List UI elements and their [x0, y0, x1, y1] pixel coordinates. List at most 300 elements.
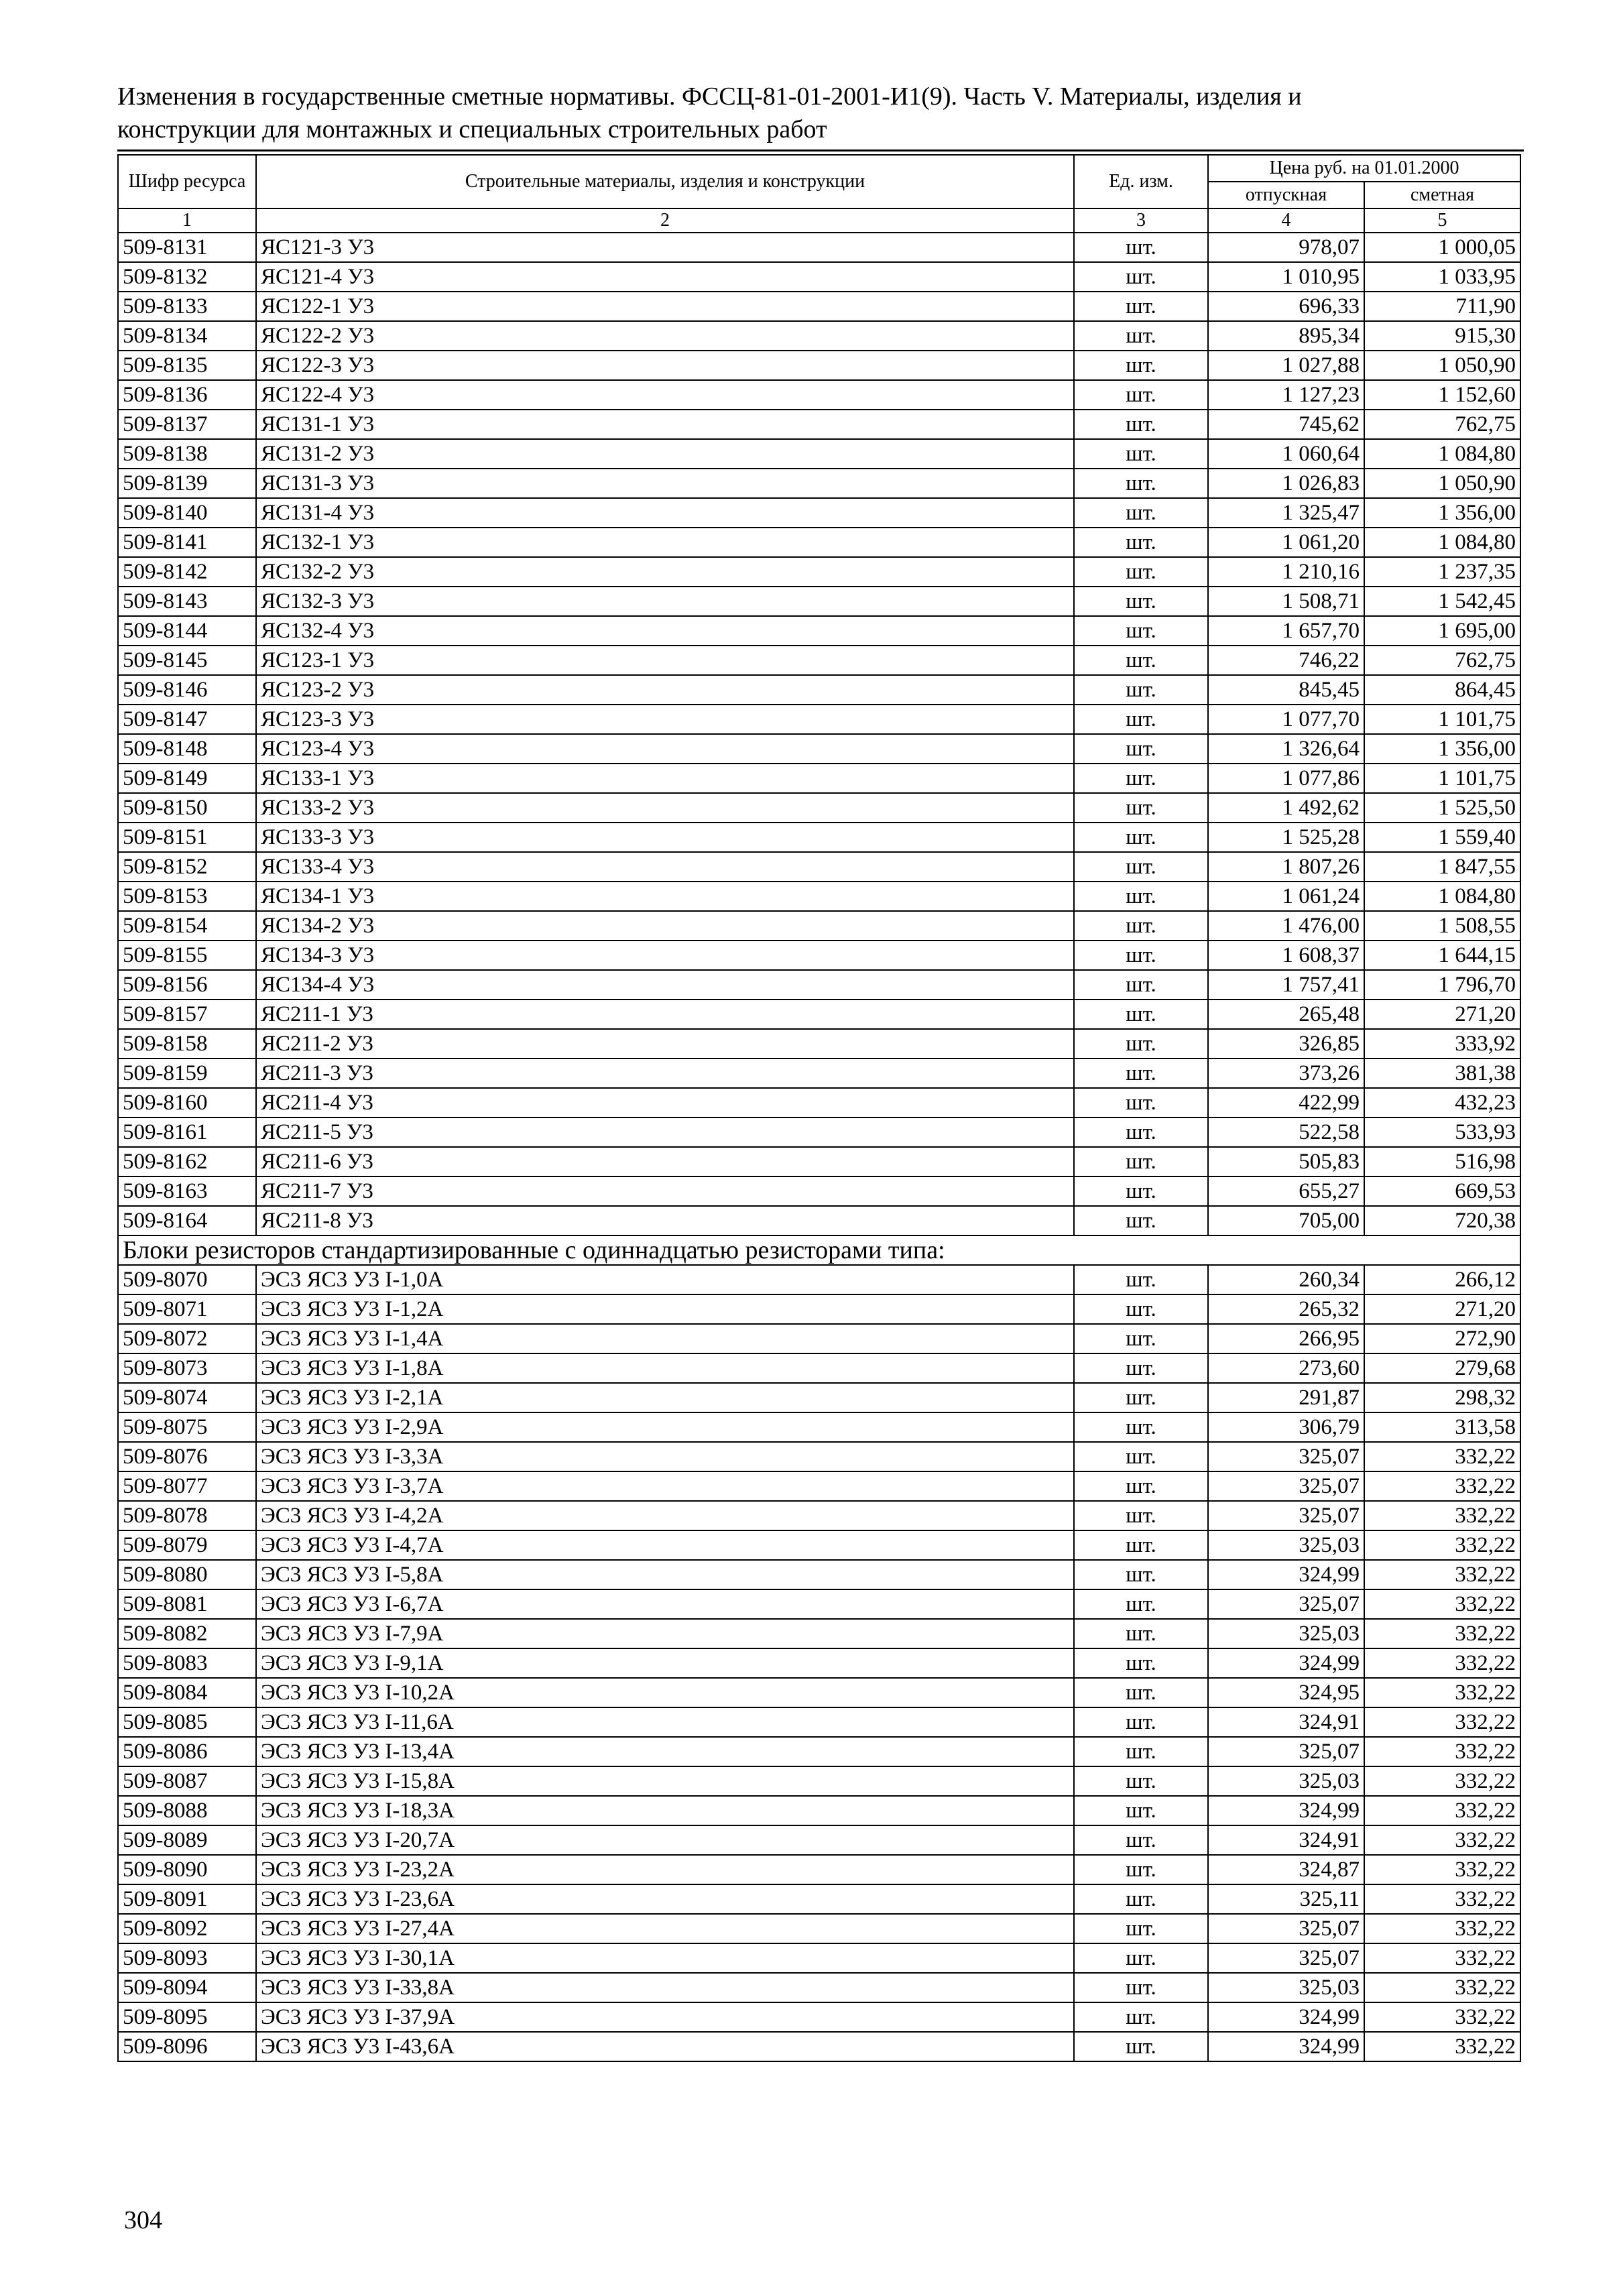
unit-cell: шт. — [1074, 469, 1208, 498]
unit-cell: шт. — [1074, 1796, 1208, 1825]
unit-cell: шт. — [1074, 1294, 1208, 1324]
material-name-cell: ЯС132-4 У3 — [256, 616, 1074, 646]
unit-cell: шт. — [1074, 616, 1208, 646]
estimate-price-cell: 533,93 — [1364, 1117, 1520, 1147]
material-name-cell: ЯС134-4 У3 — [256, 970, 1074, 1000]
unit-cell: шт. — [1074, 1530, 1208, 1560]
material-name-cell: ЯС121-4 У3 — [256, 262, 1074, 292]
resource-code-cell: 509-8156 — [118, 970, 256, 1000]
unit-cell: шт. — [1074, 1589, 1208, 1619]
unit-cell: шт. — [1074, 1648, 1208, 1678]
unit-cell: шт. — [1074, 1678, 1208, 1707]
table-row — [118, 675, 1520, 705]
table-row — [118, 351, 1520, 380]
release-price-cell: 522,58 — [1208, 1117, 1364, 1147]
release-price-cell: 1 492,62 — [1208, 793, 1364, 823]
col-number: 2 — [256, 208, 1074, 233]
unit-cell: шт. — [1074, 439, 1208, 469]
unit-cell: шт. — [1074, 882, 1208, 911]
unit-cell: шт. — [1074, 852, 1208, 882]
table-row — [118, 1855, 1520, 1884]
material-name-cell: ЭС3 ЯС3 У3 I-23,6А — [256, 1884, 1074, 1914]
material-name-cell: ЭС3 ЯС3 У3 I-30,1А — [256, 1943, 1074, 1973]
resource-code-cell: 509-8073 — [118, 1353, 256, 1383]
unit-cell: шт. — [1074, 1707, 1208, 1737]
unit-cell: шт. — [1074, 2002, 1208, 2032]
material-name-cell: ЯС122-3 У3 — [256, 351, 1074, 380]
material-name-cell: ЯС131-3 У3 — [256, 469, 1074, 498]
release-price-cell: 1 326,64 — [1208, 734, 1364, 764]
unit-cell: шт. — [1074, 557, 1208, 587]
material-name-cell: ЯС131-1 У3 — [256, 410, 1074, 439]
section-row-group — [118, 1235, 1520, 1265]
estimate-price-cell: 1 084,80 — [1364, 882, 1520, 911]
resource-code-cell: 509-8072 — [118, 1324, 256, 1353]
resource-code-cell: 509-8070 — [118, 1265, 256, 1294]
release-price-cell: 895,34 — [1208, 321, 1364, 351]
estimate-price-cell: 669,53 — [1364, 1176, 1520, 1206]
resource-code-cell: 509-8079 — [118, 1530, 256, 1560]
release-price-cell: 324,95 — [1208, 1678, 1364, 1707]
table-row — [118, 528, 1520, 557]
resource-code-cell: 509-8151 — [118, 823, 256, 852]
material-name-cell: ЯС123-2 У3 — [256, 675, 1074, 705]
estimate-price-cell: 266,12 — [1364, 1265, 1520, 1294]
table-row — [118, 793, 1520, 823]
table-row — [118, 911, 1520, 941]
unit-cell: шт. — [1074, 793, 1208, 823]
resource-code-cell: 509-8147 — [118, 705, 256, 734]
table-row — [118, 1884, 1520, 1914]
release-price-cell: 1 026,83 — [1208, 469, 1364, 498]
resource-code-cell: 509-8083 — [118, 1648, 256, 1678]
material-name-cell: ЭС3 ЯС3 У3 I-6,7А — [256, 1589, 1074, 1619]
table-body-ys — [118, 233, 1520, 1235]
release-price-cell: 655,27 — [1208, 1176, 1364, 1206]
material-name-cell: ЯС133-4 У3 — [256, 852, 1074, 882]
resource-code-cell: 509-8141 — [118, 528, 256, 557]
resource-code-cell: 509-8149 — [118, 764, 256, 793]
estimate-price-cell: 711,90 — [1364, 292, 1520, 321]
release-price-cell: 324,99 — [1208, 1648, 1364, 1678]
table-row — [118, 439, 1520, 469]
unit-cell: шт. — [1074, 1088, 1208, 1117]
resource-code-cell: 509-8095 — [118, 2002, 256, 2032]
resource-code-cell: 509-8074 — [118, 1383, 256, 1412]
estimate-price-cell: 1 542,45 — [1364, 587, 1520, 616]
estimate-price-cell: 332,22 — [1364, 1766, 1520, 1796]
estimate-price-cell: 332,22 — [1364, 1619, 1520, 1648]
material-name-cell: ЯС132-3 У3 — [256, 587, 1074, 616]
table-row — [118, 852, 1520, 882]
resource-code-cell: 509-8137 — [118, 410, 256, 439]
material-name-cell: ЭС3 ЯС3 У3 I-3,7А — [256, 1471, 1074, 1501]
estimate-price-cell: 332,22 — [1364, 1914, 1520, 1943]
unit-cell: шт. — [1074, 1353, 1208, 1383]
resource-code-cell: 509-8145 — [118, 646, 256, 675]
estimate-price-cell: 332,22 — [1364, 1884, 1520, 1914]
resource-code-cell: 509-8071 — [118, 1294, 256, 1324]
resource-code-cell: 509-8164 — [118, 1206, 256, 1235]
price-table — [117, 154, 1521, 2062]
col-header-unit: Ед. изм. — [1074, 155, 1208, 208]
resource-code-cell: 509-8076 — [118, 1442, 256, 1471]
table-row — [118, 1029, 1520, 1059]
estimate-price-cell: 298,32 — [1364, 1383, 1520, 1412]
unit-cell: шт. — [1074, 646, 1208, 675]
col-header-price: Цена руб. на 01.01.2000 — [1208, 155, 1520, 182]
estimate-price-cell: 1 050,90 — [1364, 469, 1520, 498]
release-price-cell: 1 608,37 — [1208, 941, 1364, 970]
material-name-cell: ЯС211-1 У3 — [256, 1000, 1074, 1029]
unit-cell: шт. — [1074, 1000, 1208, 1029]
resource-code-cell: 509-8087 — [118, 1766, 256, 1796]
unit-cell: шт. — [1074, 1471, 1208, 1501]
unit-cell: шт. — [1074, 1884, 1208, 1914]
release-price-cell: 422,99 — [1208, 1088, 1364, 1117]
release-price-cell: 1 061,20 — [1208, 528, 1364, 557]
resource-code-cell: 509-8132 — [118, 262, 256, 292]
estimate-price-cell: 762,75 — [1364, 410, 1520, 439]
unit-cell: шт. — [1074, 233, 1208, 262]
material-name-cell: ЭС3 ЯС3 У3 I-1,8А — [256, 1353, 1074, 1383]
table-row — [118, 1442, 1520, 1471]
material-name-cell: ЭС3 ЯС3 У3 I-23,2А — [256, 1855, 1074, 1884]
estimate-price-cell: 332,22 — [1364, 1560, 1520, 1589]
material-name-cell: ЯС134-3 У3 — [256, 941, 1074, 970]
estimate-price-cell: 1 101,75 — [1364, 705, 1520, 734]
table-row — [118, 410, 1520, 439]
material-name-cell: ЯС211-2 У3 — [256, 1029, 1074, 1059]
resource-code-cell: 509-8134 — [118, 321, 256, 351]
unit-cell: шт. — [1074, 1029, 1208, 1059]
resource-code-cell: 509-8078 — [118, 1501, 256, 1530]
release-price-cell: 845,45 — [1208, 675, 1364, 705]
table-row — [118, 1914, 1520, 1943]
estimate-price-cell: 432,23 — [1364, 1088, 1520, 1117]
table-row — [118, 1796, 1520, 1825]
estimate-price-cell: 864,45 — [1364, 675, 1520, 705]
unit-cell: шт. — [1074, 823, 1208, 852]
table-row — [118, 1560, 1520, 1589]
table-row — [118, 823, 1520, 852]
resource-code-cell: 509-8144 — [118, 616, 256, 646]
unit-cell: шт. — [1074, 1501, 1208, 1530]
material-name-cell: ЯС134-2 У3 — [256, 911, 1074, 941]
resource-code-cell: 509-8093 — [118, 1943, 256, 1973]
resource-code-cell: 509-8131 — [118, 233, 256, 262]
resource-code-cell: 509-8163 — [118, 1176, 256, 1206]
estimate-price-cell: 332,22 — [1364, 1737, 1520, 1766]
resource-code-cell: 509-8136 — [118, 380, 256, 410]
table-row — [118, 1294, 1520, 1324]
resource-code-cell: 509-8152 — [118, 852, 256, 882]
release-price-cell: 1 010,95 — [1208, 262, 1364, 292]
release-price-cell: 745,62 — [1208, 410, 1364, 439]
release-price-cell: 325,07 — [1208, 1501, 1364, 1530]
table-row — [118, 380, 1520, 410]
estimate-price-cell: 332,22 — [1364, 1530, 1520, 1560]
table-row — [118, 734, 1520, 764]
estimate-price-cell: 332,22 — [1364, 2032, 1520, 2061]
material-name-cell: ЯС132-1 У3 — [256, 528, 1074, 557]
table-row — [118, 1206, 1520, 1235]
resource-code-cell: 509-8088 — [118, 1796, 256, 1825]
resource-code-cell: 509-8084 — [118, 1678, 256, 1707]
release-price-cell: 324,99 — [1208, 1796, 1364, 1825]
resource-code-cell: 509-8096 — [118, 2032, 256, 2061]
resource-code-cell: 509-8160 — [118, 1088, 256, 1117]
estimate-price-cell: 332,22 — [1364, 1589, 1520, 1619]
estimate-price-cell: 332,22 — [1364, 1648, 1520, 1678]
material-name-cell: ЯС211-4 У3 — [256, 1088, 1074, 1117]
unit-cell: шт. — [1074, 734, 1208, 764]
table-row — [118, 233, 1520, 262]
release-price-cell: 265,32 — [1208, 1294, 1364, 1324]
release-price-cell: 1 525,28 — [1208, 823, 1364, 852]
estimate-price-cell: 332,22 — [1364, 1501, 1520, 1530]
unit-cell: шт. — [1074, 705, 1208, 734]
estimate-price-cell: 720,38 — [1364, 1206, 1520, 1235]
material-name-cell: ЭС3 ЯС3 У3 I-1,0А — [256, 1265, 1074, 1294]
resource-code-cell: 509-8161 — [118, 1117, 256, 1147]
material-name-cell: ЯС131-2 У3 — [256, 439, 1074, 469]
table-row — [118, 1825, 1520, 1855]
estimate-price-cell: 313,58 — [1364, 1412, 1520, 1442]
material-name-cell: ЯС211-5 У3 — [256, 1117, 1074, 1147]
header-line-2: конструкции для монтажных и специальных строительных работ — [117, 115, 827, 143]
material-name-cell: ЭС3 ЯС3 У3 I-2,9А — [256, 1412, 1074, 1442]
resource-code-cell: 509-8159 — [118, 1059, 256, 1088]
estimate-price-cell: 1 084,80 — [1364, 439, 1520, 469]
material-name-cell: ЯС123-3 У3 — [256, 705, 1074, 734]
material-name-cell: ЭС3 ЯС3 У3 I-27,4А — [256, 1914, 1074, 1943]
resource-code-cell: 509-8090 — [118, 1855, 256, 1884]
material-name-cell: ЯС211-8 У3 — [256, 1206, 1074, 1235]
unit-cell: шт. — [1074, 1265, 1208, 1294]
table-row — [118, 705, 1520, 734]
estimate-price-cell: 1 644,15 — [1364, 941, 1520, 970]
page-header — [117, 80, 1518, 146]
resource-code-cell: 509-8075 — [118, 1412, 256, 1442]
estimate-price-cell: 516,98 — [1364, 1147, 1520, 1176]
estimate-price-cell: 1 695,00 — [1364, 616, 1520, 646]
release-price-cell: 1 127,23 — [1208, 380, 1364, 410]
release-price-cell: 325,07 — [1208, 1442, 1364, 1471]
material-name-cell: ЭС3 ЯС3 У3 I-9,1А — [256, 1648, 1074, 1678]
release-price-cell: 324,99 — [1208, 1560, 1364, 1589]
unit-cell: шт. — [1074, 1737, 1208, 1766]
table-row — [118, 1059, 1520, 1088]
resource-code-cell: 509-8139 — [118, 469, 256, 498]
resource-code-cell: 509-8153 — [118, 882, 256, 911]
material-name-cell: ЯС132-2 У3 — [256, 557, 1074, 587]
estimate-price-cell: 1 796,70 — [1364, 970, 1520, 1000]
release-price-cell: 1 757,41 — [1208, 970, 1364, 1000]
table-row — [118, 1324, 1520, 1353]
section-row — [118, 1235, 1520, 1265]
release-price-cell: 324,91 — [1208, 1825, 1364, 1855]
release-price-cell: 746,22 — [1208, 646, 1364, 675]
material-name-cell: ЭС3 ЯС3 У3 I-13,4А — [256, 1737, 1074, 1766]
unit-cell: шт. — [1074, 1943, 1208, 1973]
estimate-price-cell: 332,22 — [1364, 1855, 1520, 1884]
resource-code-cell: 509-8089 — [118, 1825, 256, 1855]
material-name-cell: ЭС3 ЯС3 У3 I-37,9А — [256, 2002, 1074, 2032]
release-price-cell: 1 027,88 — [1208, 351, 1364, 380]
table-row — [118, 557, 1520, 587]
col-number: 5 — [1364, 208, 1520, 233]
table-row — [118, 1353, 1520, 1383]
estimate-price-cell: 1 101,75 — [1364, 764, 1520, 793]
material-name-cell: ЭС3 ЯС3 У3 I-11,6А — [256, 1707, 1074, 1737]
table-row — [118, 1737, 1520, 1766]
table-row — [118, 1943, 1520, 1973]
material-name-cell: ЯС122-4 У3 — [256, 380, 1074, 410]
material-name-cell: ЭС3 ЯС3 У3 I-43,6А — [256, 2032, 1074, 2061]
unit-cell: шт. — [1074, 1412, 1208, 1442]
table-row — [118, 1117, 1520, 1147]
material-name-cell: ЯС121-3 У3 — [256, 233, 1074, 262]
table-row — [118, 1176, 1520, 1206]
col-header-release-price: отпускная — [1208, 182, 1364, 208]
col-header-name: Строительные материалы, изделия и конструкции — [256, 155, 1074, 208]
estimate-price-cell: 271,20 — [1364, 1294, 1520, 1324]
unit-cell: шт. — [1074, 292, 1208, 321]
unit-cell: шт. — [1074, 1059, 1208, 1088]
material-name-cell: ЯС122-2 У3 — [256, 321, 1074, 351]
release-price-cell: 306,79 — [1208, 1412, 1364, 1442]
estimate-price-cell: 279,68 — [1364, 1353, 1520, 1383]
resource-code-cell: 509-8162 — [118, 1147, 256, 1176]
material-name-cell: ЭС3 ЯС3 У3 I-10,2А — [256, 1678, 1074, 1707]
table-row — [118, 1383, 1520, 1412]
unit-cell: шт. — [1074, 321, 1208, 351]
unit-cell: шт. — [1074, 675, 1208, 705]
estimate-price-cell: 915,30 — [1364, 321, 1520, 351]
estimate-price-cell: 762,75 — [1364, 646, 1520, 675]
release-price-cell: 273,60 — [1208, 1353, 1364, 1383]
material-name-cell: ЯС131-4 У3 — [256, 498, 1074, 528]
release-price-cell: 705,00 — [1208, 1206, 1364, 1235]
unit-cell: шт. — [1074, 764, 1208, 793]
table-row — [118, 1678, 1520, 1707]
release-price-cell: 1 077,70 — [1208, 705, 1364, 734]
col-number: 4 — [1208, 208, 1364, 233]
estimate-price-cell: 381,38 — [1364, 1059, 1520, 1088]
release-price-cell: 265,48 — [1208, 1000, 1364, 1029]
estimate-price-cell: 332,22 — [1364, 1973, 1520, 2002]
table-row — [118, 2002, 1520, 2032]
unit-cell: шт. — [1074, 941, 1208, 970]
estimate-price-cell: 332,22 — [1364, 1471, 1520, 1501]
table-row — [118, 292, 1520, 321]
release-price-cell: 266,95 — [1208, 1324, 1364, 1353]
release-price-cell: 325,03 — [1208, 1530, 1364, 1560]
unit-cell: шт. — [1074, 1560, 1208, 1589]
material-name-cell: ЭС3 ЯС3 У3 I-33,8А — [256, 1973, 1074, 2002]
estimate-price-cell: 1 152,60 — [1364, 380, 1520, 410]
header-divider — [117, 149, 1524, 152]
estimate-price-cell: 1 237,35 — [1364, 557, 1520, 587]
estimate-price-cell: 332,22 — [1364, 1678, 1520, 1707]
material-name-cell: ЯС211-6 У3 — [256, 1147, 1074, 1176]
unit-cell: шт. — [1074, 351, 1208, 380]
release-price-cell: 1 060,64 — [1208, 439, 1364, 469]
resource-code-cell: 509-8143 — [118, 587, 256, 616]
estimate-price-cell: 1 508,55 — [1364, 911, 1520, 941]
estimate-price-cell: 1 000,05 — [1364, 233, 1520, 262]
release-price-cell: 324,99 — [1208, 2002, 1364, 2032]
table-row — [118, 1973, 1520, 2002]
resource-code-cell: 509-8157 — [118, 1000, 256, 1029]
material-name-cell: ЭС3 ЯС3 У3 I-3,3А — [256, 1442, 1074, 1471]
release-price-cell: 260,34 — [1208, 1265, 1364, 1294]
table-row — [118, 970, 1520, 1000]
resource-code-cell: 509-8148 — [118, 734, 256, 764]
estimate-price-cell: 271,20 — [1364, 1000, 1520, 1029]
resource-code-cell: 509-8154 — [118, 911, 256, 941]
unit-cell: шт. — [1074, 911, 1208, 941]
material-name-cell: ЯС123-4 У3 — [256, 734, 1074, 764]
table-row — [118, 1265, 1520, 1294]
table-row — [118, 941, 1520, 970]
col-header-estimate-price: сметная — [1364, 182, 1520, 208]
material-name-cell: ЭС3 ЯС3 У3 I-15,8А — [256, 1766, 1074, 1796]
table-row — [118, 469, 1520, 498]
table-row — [118, 2032, 1520, 2061]
resource-code-cell: 509-8085 — [118, 1707, 256, 1737]
unit-cell: шт. — [1074, 2032, 1208, 2061]
resource-code-cell: 509-8091 — [118, 1884, 256, 1914]
unit-cell: шт. — [1074, 1147, 1208, 1176]
col-header-code: Шифр ресурса — [118, 155, 256, 208]
resource-code-cell: 509-8135 — [118, 351, 256, 380]
estimate-price-cell: 332,22 — [1364, 1707, 1520, 1737]
unit-cell: шт. — [1074, 970, 1208, 1000]
resource-code-cell: 509-8150 — [118, 793, 256, 823]
release-price-cell: 1 061,24 — [1208, 882, 1364, 911]
table-row — [118, 1471, 1520, 1501]
material-name-cell: ЭС3 ЯС3 У3 I-1,4А — [256, 1324, 1074, 1353]
estimate-price-cell: 1 050,90 — [1364, 351, 1520, 380]
release-price-cell: 324,87 — [1208, 1855, 1364, 1884]
material-name-cell: ЭС3 ЯС3 У3 I-7,9А — [256, 1619, 1074, 1648]
resource-code-cell: 509-8140 — [118, 498, 256, 528]
resource-code-cell: 509-8155 — [118, 941, 256, 970]
material-name-cell: ЯС211-7 У3 — [256, 1176, 1074, 1206]
material-name-cell: ЯС133-2 У3 — [256, 793, 1074, 823]
unit-cell: шт. — [1074, 1383, 1208, 1412]
unit-cell: шт. — [1074, 262, 1208, 292]
release-price-cell: 1 508,71 — [1208, 587, 1364, 616]
material-name-cell: ЭС3 ЯС3 У3 I-18,3А — [256, 1796, 1074, 1825]
release-price-cell: 696,33 — [1208, 292, 1364, 321]
table-row — [118, 1412, 1520, 1442]
resource-code-cell: 509-8077 — [118, 1471, 256, 1501]
release-price-cell: 505,83 — [1208, 1147, 1364, 1176]
unit-cell: шт. — [1074, 1619, 1208, 1648]
estimate-price-cell: 272,90 — [1364, 1324, 1520, 1353]
material-name-cell: ЯС133-1 У3 — [256, 764, 1074, 793]
release-price-cell: 325,03 — [1208, 1973, 1364, 2002]
page-number: 304 — [124, 2206, 162, 2234]
unit-cell: шт. — [1074, 1442, 1208, 1471]
resource-code-cell: 509-8092 — [118, 1914, 256, 1943]
table-row — [118, 1707, 1520, 1737]
table-row — [118, 882, 1520, 911]
release-price-cell: 325,07 — [1208, 1914, 1364, 1943]
